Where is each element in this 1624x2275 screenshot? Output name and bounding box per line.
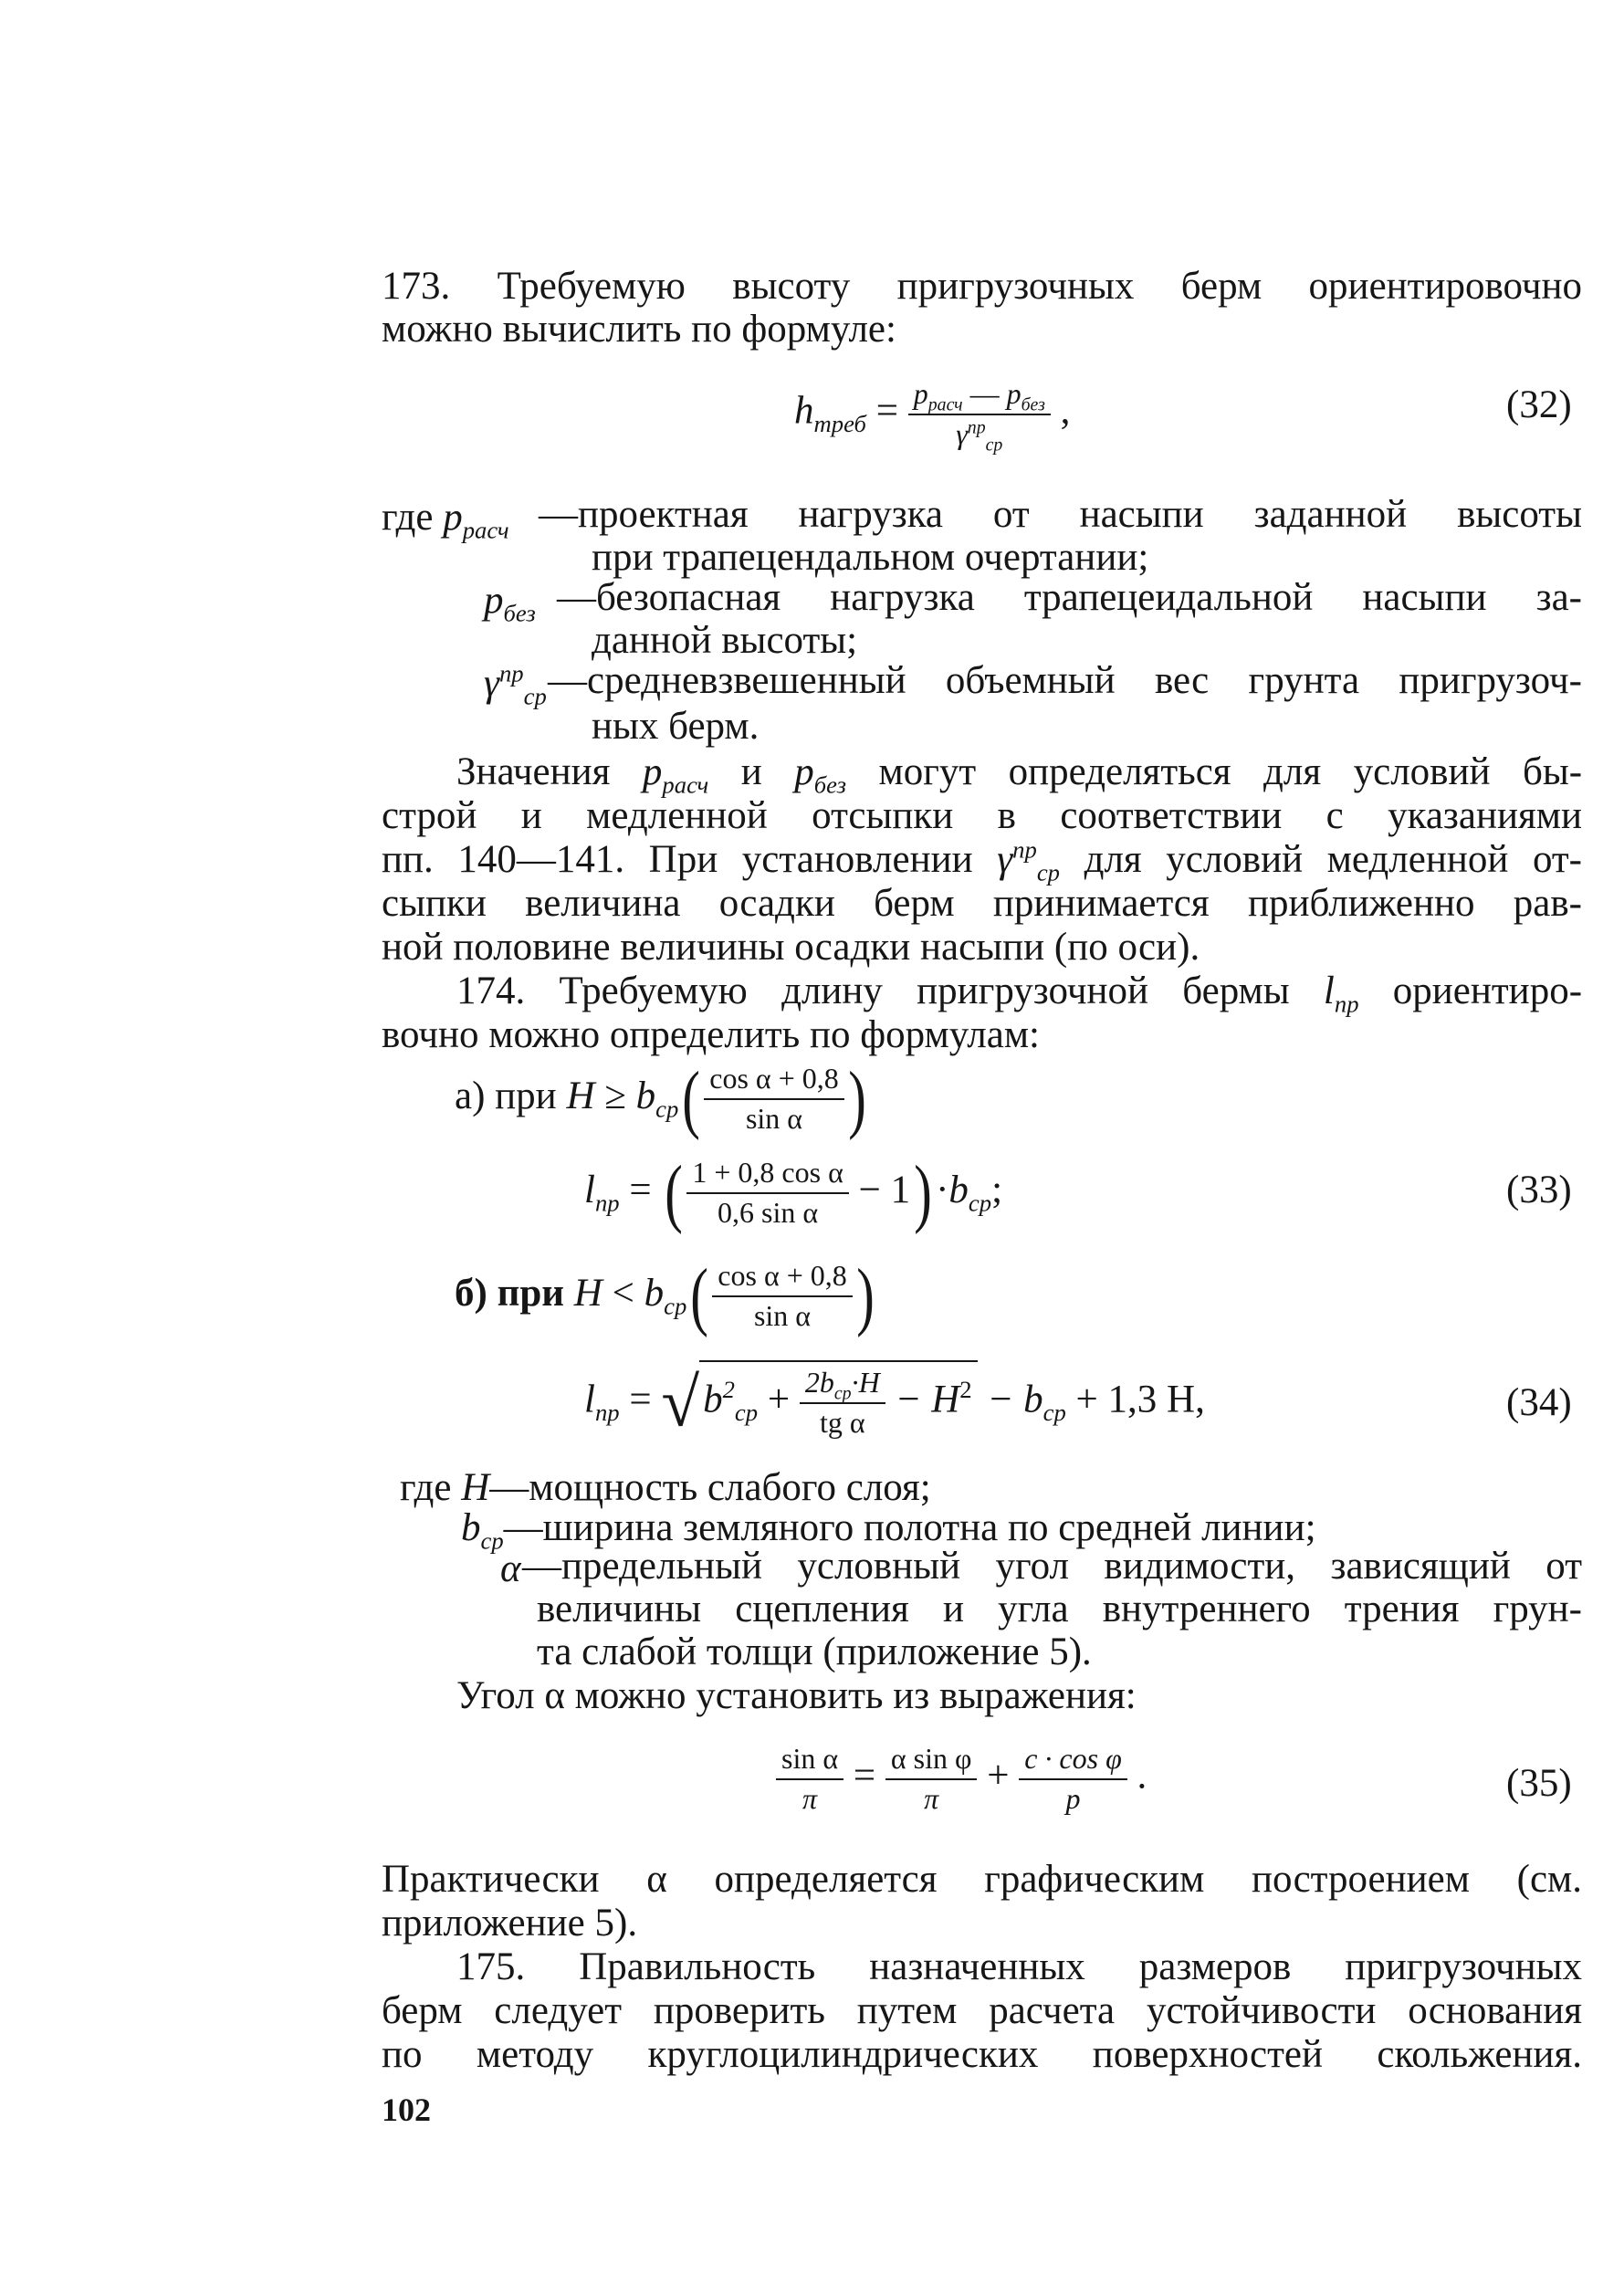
equation-33: $l_{пр}$ = ( $\frac{\text{1 + 0,8 cos α}}{\text{0,6 sin α}}$ − $1)\cdot b_{ср}$; bbox=[584, 1150, 1003, 1235]
where34-def2: $b_{ср}—ширина$ земляного полотна по средней линии; bbox=[461, 1506, 1316, 1555]
values-para-line-1: Значения $p_{расч}$ и $p_{без}$ могут определяться для условий бы- bbox=[456, 750, 1583, 799]
s175-line-3: по методу круглоцилиндрических поверхностей скольжения. bbox=[382, 2033, 1582, 2076]
values-para-line-2: строй и медленной отсыпки в соответствии с указаниями bbox=[382, 794, 1582, 837]
s174-line-2: вочно можно определить по формулам: bbox=[382, 1013, 1041, 1056]
practically-line-1: Практически α определяется графическим построением (см. bbox=[382, 1858, 1582, 1901]
values-para-line-3: пп. 140—141. При установлении $\gamma^{пр}_{ср}$ для условий медленной от- bbox=[382, 835, 1582, 886]
case-b-condition: б) при $H < b_{ср}$( $\frac{\text{cos α + 0,8}}{\text{sin α}}$ ) bbox=[455, 1253, 875, 1338]
where34-label: где H—мощность слабого слоя; bbox=[400, 1466, 931, 1509]
equation-35-number: (35) bbox=[1506, 1762, 1572, 1805]
values-para-line-4: сыпки величина осадки берм принимается приближенно рав- bbox=[382, 882, 1582, 925]
radical-sign: √ bbox=[661, 1364, 700, 1442]
where32-def1-line1: —проектная нагрузка от насыпи заданной высоты bbox=[539, 493, 1582, 536]
where34-var3: α bbox=[500, 1547, 521, 1590]
equation-32-number: (32) bbox=[1506, 383, 1572, 426]
where32-def3-line2: ных берм. bbox=[592, 705, 760, 748]
where32-def2-line1: —безопасная нагрузка трапецеидальной насыпи за- bbox=[557, 576, 1582, 619]
s173-line-2: можно вычислить по формуле: bbox=[382, 308, 896, 351]
radicand: $b^2_{ср}$ + $\frac{2b_{ср}\cdot H}{\text{tg α}}$ − $H^2$ bbox=[699, 1360, 978, 1438]
where34-def3-line3: та слабой толщи (приложение 5). bbox=[537, 1630, 1092, 1673]
equation-33-number: (33) bbox=[1506, 1169, 1572, 1211]
equation-34: $l_{пр} = √b^2_{ср}$ + $\frac{2b_{ср}\cdot H}{\text{tg α}}$ − $H^2 - b_{ср} + 1,3$ H, bbox=[584, 1360, 1205, 1438]
equation-34-number: (34) bbox=[1506, 1381, 1572, 1424]
where32-def2-line2: данной высоты; bbox=[592, 619, 858, 662]
equation-35: $\frac{\text{sin α}}{\pi}$ = $\frac{\text{α sin φ}}{\pi}$ + $\frac{\text{c · cos φ}}{p}$ . bbox=[776, 1744, 1147, 1814]
s175-line-2: берм следует проверить путем расчета устойчивости основания bbox=[382, 1989, 1582, 2032]
angle-line: Угол α можно установить из выражения: bbox=[456, 1674, 1137, 1717]
equation-32: $h_{треб}$ = $\frac{p_{расч} — p_{без}}{\gamma^{пр}_{ср}}$ , bbox=[794, 377, 1071, 455]
eq32-fraction: $\frac{p_{расч} — p_{без}}{\gamma^{пр}_{ср}}$ bbox=[908, 379, 1051, 449]
s173-line-1: 173. Требуемую высоту пригрузочных берм ориентировочно bbox=[382, 265, 1582, 308]
case-a-condition: а) при $H \ge b_{ср}$( $\frac{\text{cos α + 0,8}}{\text{sin α}}$ ) bbox=[455, 1056, 866, 1141]
values-para-line-5: ной половине величины осадки насыпи (по оси). bbox=[382, 926, 1200, 969]
page-number: 102 bbox=[382, 2092, 431, 2128]
s175-line-1: 175. Правильность назначенных размеров пригрузочных bbox=[456, 1945, 1582, 1988]
where32-var3: $\gamma^{пр}_{ср}$ bbox=[484, 659, 547, 710]
where34-def3-line1: —предельный условный угол видимости, зависящий от bbox=[522, 1545, 1582, 1588]
practically-line-2: приложение 5). bbox=[382, 1902, 638, 1945]
where32-def3-line1: —средневзвешенный объемный вес грунта пригрузоч- bbox=[548, 659, 1582, 702]
s174-line-1: 174. Требуемую длину пригрузочной бермы $l_{пр}$ ориентиро- bbox=[456, 970, 1583, 1018]
where32-def1-line2: при трапецендальном очертании; bbox=[592, 536, 1149, 579]
where32-label: где $p_{расч}$ bbox=[382, 496, 509, 544]
where32-var2: $p_{без}$ bbox=[484, 579, 536, 627]
where34-def3-line2: величины сцепления и угла внутреннего трения грун- bbox=[537, 1588, 1582, 1630]
